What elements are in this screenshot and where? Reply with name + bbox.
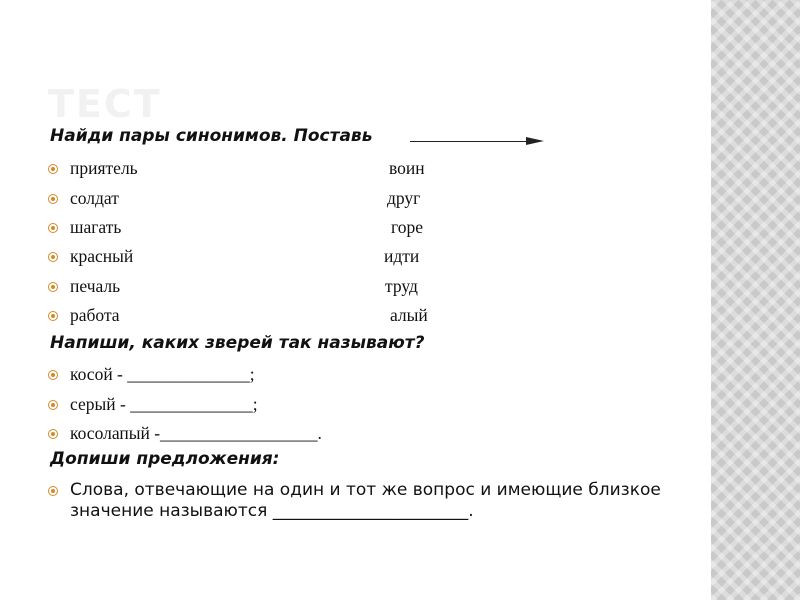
synonym-right-word: алый: [390, 305, 428, 325]
arrow-right-icon: [526, 137, 544, 145]
section-heading-complete: Допиши предложения:: [50, 449, 280, 469]
animal-item-text: косой - ______________;: [70, 364, 255, 384]
section-heading-animals: Напиши, каких зверей так называют?: [50, 333, 425, 353]
synonym-right-word: идти: [384, 246, 420, 266]
synonym-left-word: красный: [70, 246, 134, 266]
synonym-left-word: работа: [70, 305, 120, 325]
circle-bullet-icon: [48, 282, 58, 292]
synonym-right-word: труд: [385, 276, 418, 296]
synonym-left-word: печаль: [70, 276, 121, 296]
decorative-side-band: [711, 0, 800, 600]
circle-bullet-icon: [48, 311, 58, 321]
synonym-right-word: воин: [389, 158, 425, 178]
animal-item-text: косолапый -__________________.: [70, 423, 322, 443]
circle-bullet-icon: [48, 486, 58, 496]
circle-bullet-icon: [48, 164, 58, 174]
circle-bullet-icon: [48, 429, 58, 439]
synonym-right-word: горе: [391, 217, 424, 237]
arrow-line: [410, 141, 530, 142]
circle-bullet-icon: [48, 400, 58, 410]
circle-bullet-icon: [48, 370, 58, 380]
synonym-left-word: шагать: [70, 217, 122, 237]
slide-title: ТЕСТ: [48, 82, 162, 126]
sentence-item-text: Слова, отвечающие на один и тот же вопрос и имеющие близкое значение называются _______________________.: [70, 480, 661, 521]
synonym-left-word: солдат: [70, 188, 119, 208]
animal-item-text: серый - ______________;: [70, 394, 258, 414]
circle-bullet-icon: [48, 194, 58, 204]
circle-bullet-icon: [48, 223, 58, 233]
section-heading-synonyms: Найди пары синонимов. Поставь: [50, 126, 373, 146]
synonym-left-word: приятель: [70, 158, 138, 178]
synonym-right-word: друг: [387, 188, 421, 208]
circle-bullet-icon: [48, 252, 58, 262]
